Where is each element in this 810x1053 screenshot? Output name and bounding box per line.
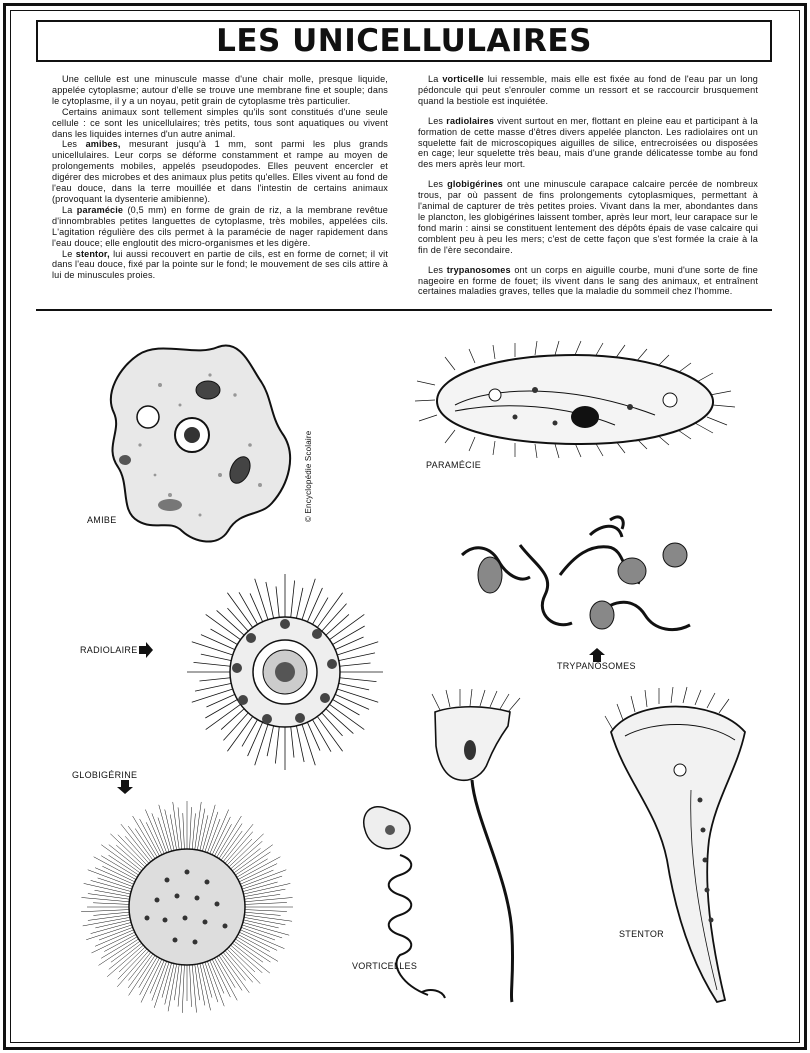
term-amibes: amibes,: [85, 139, 121, 150]
paragraph-paramecie: La paramécie (0,5 mm) en forme de grain de riz, a la membrane revêtue d'innombrables petites languettes de cytoplasme, très mobiles, appelées cils. L'agitation régulière des cils permet à la paramécie de nager rapidement dans l'eau douce; elle engloutit des micro-organismes et les digère.: [52, 204, 389, 248]
section-divider: [36, 309, 772, 311]
copyright-notice: © Encyclopédie Scolaire: [304, 430, 313, 522]
caption-stentor: STENTOR: [619, 929, 664, 939]
paragraph-trypanosomes: Les trypanosomes ont un corps en aiguille courbe, muni d'une sorte de fine nageoire en forme de fouet; ils vivent dans le sang des animaux, et entraînent certaines maladies graves, telles que la maladie du sommeil chez l'homme.: [418, 264, 758, 297]
globigerine-illustration: [77, 800, 297, 1015]
term-trypanosomes: trypanosomes: [446, 264, 511, 275]
term-globigerines: globigérines: [447, 179, 503, 190]
paragraph-radiolaires: Les radiolaires vivent surtout en mer, flottant en pleine eau et participant à la formation de cette masse d'êtres divers appelée plancton. Les radiolaires ont un squelette fait de microscopiques aiguilles de silice, entrecroisées ou disposées en cage; leur squelette très beau, mais d'une grande délicatesse tombe au fond des mers après leur mort.: [418, 115, 759, 170]
text-column-right: [418, 74, 758, 306]
term-vorticelle: vorticelle: [442, 74, 484, 84]
page-title: LES UNICELLULAIRES: [216, 23, 592, 59]
caption-globigerine: GLOBIGÉRINE: [72, 770, 138, 780]
term-radiolaires: radiolaires: [446, 115, 494, 126]
title-box: [36, 20, 772, 62]
caption-paramecie: PARAMÉCIE: [426, 460, 482, 470]
term-paramecie: paramécie: [76, 204, 124, 215]
caption-amibe: AMIBE: [87, 515, 117, 525]
paramecie-illustration: [415, 345, 735, 455]
arrow-down-icon: [117, 780, 133, 794]
trypanosomes-illustration: [450, 515, 700, 655]
radiolaire-illustration: [185, 572, 385, 772]
caption-vorticelles: VORTICELLES: [352, 961, 418, 971]
arrow-up-icon: [589, 648, 605, 662]
paragraph-unicellulaires: Certains animaux sont tellement simples qu'ils sont constitués d'une seule cellule : ce sont les unicellulaires; très petits, tous sont aquatiques ou vivent dans les liquides internes d'un autre animal.: [52, 106, 388, 139]
paragraph-stentor: Le stentor, lui aussi recouvert en partie de cils, est en forme de cornet; il vit dans l'eau douce, fixé par la pointe sur le fond; le mouvement de ses cils attire à lui de minuscules proies.: [52, 248, 388, 281]
paragraph-amibes: Les amibes, mesurant jusqu'à 1 mm, sont parmi les plus grands unicellulaires. Leur corps se déforme constamment et rampe au moyen de prolongements mobiles, appelés pseudopodes. Elles peuvent encercler et digérer des microbes et des animaux plus petits qu'elles. Elles vivent au fond de l'eau douce, dans la terre mouillée et dans l'intestin de certains animaux (provoquant la dysenterie amibienne).: [52, 139, 388, 204]
stentor-illustration: [605, 690, 755, 1010]
amibe-illustration: [100, 335, 310, 555]
paragraph-globigerines: Les globigérines ont une minuscule carapace calcaire percée de nombreux trous, par où passent de fins prolongements cytoplasmiques, permettant à l'animal de capturer de très petites proies. Vivant dans la mer, abondantes dans le plancton, les globigérines laissent tomber, après leur mort, leur carapace sur le fond marin : ainsi se constituent lentement des dépôts épais de vase calcaire qui comblent peu à peu les mers; c'est de cette façon que s'est formée la craie à la fin de l'ère secondaire.: [418, 179, 758, 255]
paragraph-cellule: Une cellule est une minuscule masse d'une chair molle, presque liquide, appelée cytoplasme; autour d'elle se trouve une membrane fine et souple; dans le cytoplasme, il y a un noyau, petit grain de cytoplasme très particulier.: [52, 74, 388, 106]
arrow-right-icon: [139, 642, 153, 658]
caption-trypanosomes: TRYPANOSOMES: [557, 661, 636, 671]
caption-radiolaire: RADIOLAIRE: [80, 645, 138, 655]
paragraph-vorticelle: La vorticelle lui ressemble, mais elle est fixée au fond de l'eau par un long pédoncule qui peut s'enrouler comme un ressort et se raccourcir brusquement quand la bestiole est inquiétée.: [418, 74, 758, 106]
term-stentor: stentor,: [75, 248, 110, 259]
text-column-left: [52, 74, 388, 281]
